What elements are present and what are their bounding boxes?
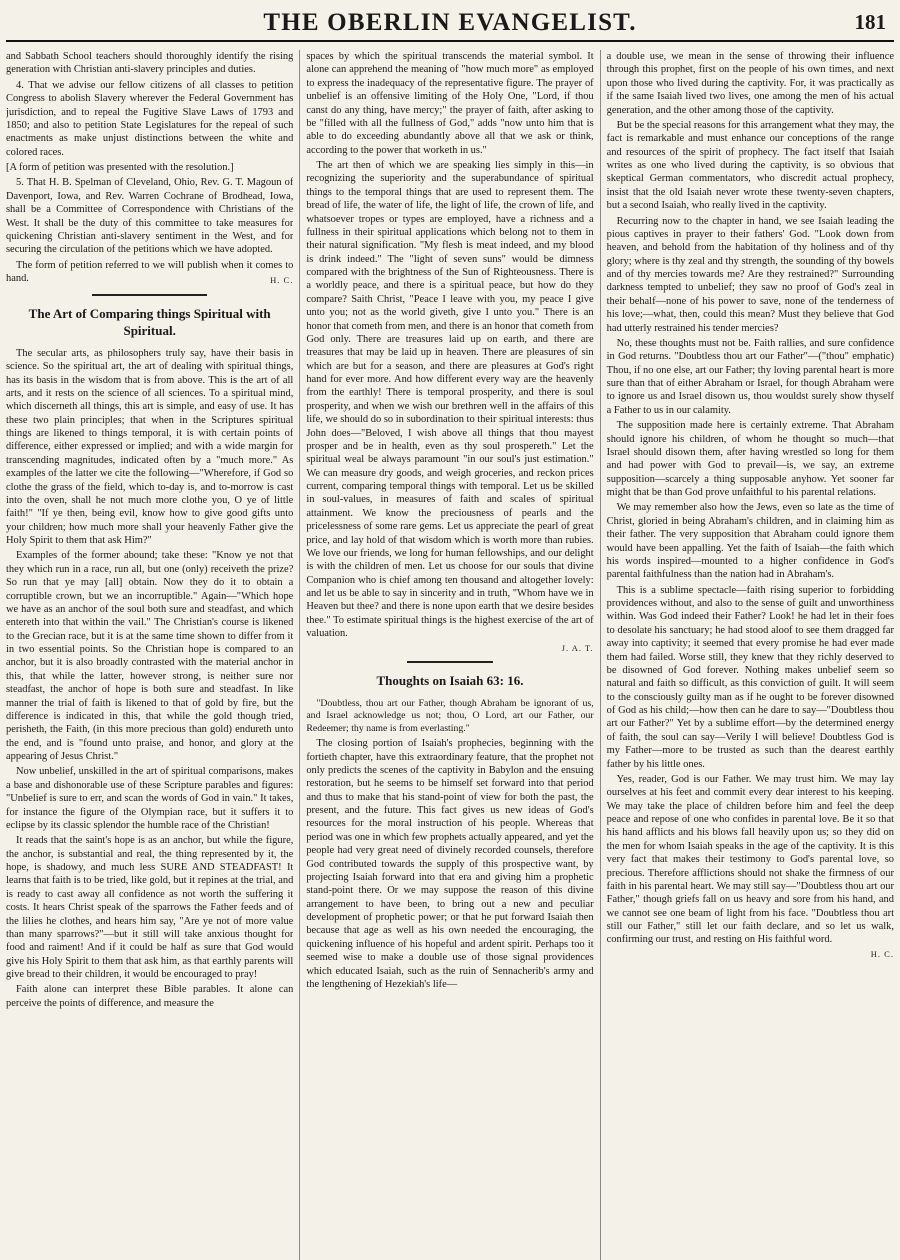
masthead (6, 0, 894, 42)
paragraph: Yes, reader, God is our Father. We may trust him. We may lay ourselves at his feet and commit every dear interest to his keeping. We may take the place of children before him and feel the deep peace and repose of one who confides in parental love. Be it so that his hand afflicts and his blows fall heavily upon us; so they did on the men for whom Isaiah speaks in the age of the captivity. It is this very fact that makes their testimony to God's parental love, so precious. Therefore afflictions should not shake the firmness of our faith in his parental heart. We may still say—"Doubtless thou art our Father," though griefs fall on us heavy and sore from his hand, and we cannot see one beam of light from his face. "Doubtless thou art still our Father," still let our faith declare, and so let us walk, confirming our trust, and resting on His faithful word. (606, 773, 894, 946)
paragraph: 4. That we advise our fellow citizens of all classes to petition Congress to abolish Slavery wherever the Federal Government has jurisdiction, and to repeal the Fugitive Slave Laws of 1793 and 1850; and also to petition State Legislatures for the repeal of such enactments as make unjust distinctions between the white and colored races. (6, 79, 294, 158)
paragraph: We may remember also how the Jews, even so late as the time of Christ, gloried in being Abraham's children, and in claiming him as their father. The very supposition that Abraham could ignore them would have been appalling. Yet the faith of Isaiah—the faith which his words inspired—mounted to a higher confidence in God's parental faithfulness than the nation had in Abraham's. (606, 502, 894, 581)
paragraph: The closing portion of Isaiah's prophecies, beginning with the fortieth chapter, have this extraordinary feature, that the prophet not only predicts the scenes of the captivity in Babylon and the ensuing restoration, but he seems to be himself set forward into that period and thus to make that his stand-point of view for both the past, the present, and the future. This fact gives us new ideas of God's resources for the moral instruction of his people. Whereas that period was one in which few prophets actually appeared, and yet the people had very great need of divinely recorded counsels, therefore God contributed towards the supply of this prospective want, by projecting Isaiah forward into that era and giving him a prophetic stand-point there. Or we may suppose the reason of this divine arrangement to have been, to bring out a new and peculiar development of prophetic power; or that he put forward Isaiah then because that age as well as his own needed the encouraging, the quickening influence of his hopeful and ardent spirit. Perhaps too it seemed wise to make a double use of those signal providences which educated Isaiah, such as the ruin of Sennacherib's army and the lengthening of Hezekiah's life— (306, 738, 594, 990)
section-divider (407, 661, 493, 663)
article-heading: Thoughts on Isaiah 63: 16. (376, 673, 524, 689)
paragraph: 5. That H. B. Spelman of Cleveland, Ohio, Rev. G. T. Magoun of Davenport, Iowa, and Rev. Warren Cochrane of Brodhead, Iowa, shall be a Committee of Correspondence with Christians of the West. It shall be the duty of this committee to take measures for quickening Christian anti-slavery sentiment in the West, and for securing the circulation of the petitions which we have adopted. (6, 177, 294, 256)
signature: H. C. (870, 948, 894, 959)
paragraph: It reads that the saint's hope is as an anchor, but while the figure, the anchor, is substantial and real, the thing represented by it, the hope, is shadowy, and much less SURE AND STEADFAST! It learns that faith is to be tried, like gold, but it repines at the trial, and is ready to cast away all confidence as not worth the suffering it costs. It hears Christ speak of the sparrows the Father feeds and of the lilies he clothes, and hears him say, "Are ye not of more value than many sparrows?"—but it still will take anxious thought for food and raiment! And if it could be half as sure that God would give his Holy Spirit to them that ask him, as that earthly parents will give bread to their children, it would be encouraged to pray! (6, 835, 294, 980)
paragraph: spaces by which the spiritual transcends the material symbol. It alone can apprehend the meaning of "how much more" as employed to express the inadequacy of the representative figure. The prayer of unbelief is an offensive limiting of the Holy One, "Lord, if thou canst do any thing, have mercy;" the prayer of faith, after asking to be "filled with all the fullness of God," adds "now unto him that is able to do exceeding abundantly above all that we ask or think, according to the power that worketh in us." (306, 51, 594, 156)
publication-title: THE OBERLIN EVANGELIST. (263, 9, 637, 36)
paragraph: a double use, we mean in the sense of throwing their influence through this prophet, first on the people of his own times, and next upon those who lived during the captivity. For, it was practically as if the same Isaiah lived two lives, one among the men of his actual generation, and the other among those of the captivity. (606, 51, 894, 116)
section-divider (92, 294, 207, 296)
paragraph: The art then of which we are speaking lies simply in this—in recognizing the superiority and the superabundance of spiritual things to the temporal things that are used to represent them. The bread of life, the water of life, the light of life, the crown of life, and whatsoever tropes or types are employed, have a richness and a fullness in their spiritual applications which belong not to them in their natural signification. "My flesh is meat indeed, and my blood is drink indeed." The "light of seven suns" would be dimness compared with the brightness of the Sun of Righteousness. There is a worldly peace, and there is a spiritual peace, but how do they compare? Saith Christ, "Peace I leave with you, my peace I give unto you; not as the world giveth, give I unto you." There is an honor that cometh from men, and there is an honor that cometh from God only. There are treasures laid up on earth, and there are treasures that may be laid up in heaven. There are pleasures of sin which are but for a season, and there are pleasures at God's right hand for ever more. And how different every way are the heavenly from the earthly! There is temporal prosperity, and there is soul prosperity, and when we wish our brethren well in the affairs of this life, we should do so in subordination to their spiritual interests: thus John does—"Beloved, I wish above all things that thou mayest prosper and be in health, even as thy soul prospereth." Let the spiritual weal be always paramount "in our soul's just estimation." We can measure dry goods, and weigh groceries, and reckon prices current, comparing temporal things with temporal. Let us be skilled in soul-values, in measures of faith and scales of spiritual attainment. We know the preciousness of pearls and the pricelessness of some rare gems. Let us appreciate the pearl of great price, and lay hold of that wisdom which is worth more than rubies. We love our friends, we long for human fellowships, and our delight is with the children of men. Let us choose for our souls that divine Companion who is chief among ten thousand and altogether lovely: and let us be able to say in sincerity and in truth, "Whom have we in Heaven but thee? and there is none upon earth that we desire besides thee." To estimate spiritual things is the highest exercise of the art of valuation. (306, 160, 594, 640)
article-heading: The Art of Comparing things Spiritual with Spiritual. (28, 306, 271, 338)
paragraph: The form of petition referred to we will publish when it comes to hand. (6, 259, 294, 284)
paragraph: But be the special reasons for this arrangement what they may, the fact is remarkable and must enhance our conceptions of the range and resources of the spirit of prophecy. The fact itself that Isaiah writes as one who lived during the captivity, is so obvious that skeptical German commentators, who discredit actual prophecy, insist that the old Isaiah never wrote these twenty-seven chapters, but a second Isaiah, who really lived in the captivity. (606, 119, 894, 212)
column-container (6, 50, 894, 1260)
paragraph: This is a sublime spectacle—faith rising superior to forbidding providences without, and also to the sense of guilt and unworthiness within. Was God indeed their Father? Look! he had let in their foes to desolate his sanctuary; he had stood aloof to see them dragged far away into captivity; it seemed that every promise he had ever made them had failed. Worse still, they knew that they richly deserved to be disowned of God forever. Nothing makes unbelief seem so natural and faith so difficult, as this conviction of guilt. It will seem to the consciously guilty man as if he ought to be forever disowned of God as his child;—how then can he dare to say—"Doubtless thou art our Father?" Yet by a sublime effort—by the determined energy of faith, the soul can say—Verily I will believe! Doubtless God is my Father—more to be trusted as such than the dearest earthly father by his little ones. (606, 584, 894, 770)
bracket-note: [A form of petition was presented with the resolution.] (6, 162, 234, 173)
paragraph: The secular arts, as philosophers truly say, have their basis in science. So the spiritual art, the art of dealing with spiritual things, has its basis in the wisdom that is from above. This is the art of all arts, and it rests on the science of all sciences. To a spiritual mind, which discerneth all things, this art is simple, and easy of use. It has these two plain principles; that when in the Scriptures spiritual things are likened to things temporal, it is with certain points of difference, either expressed or implied; and with a wide margin for transcending magnitudes, indicated often by a "much more." As examples of the latter we cite the following—"Wherefore, if God so clothe the grass of the field, which to-day is, and to-morrow is cast into the oven, shall he not much more clothe you, O ye of little faith!" "If ye then, being evil, know how to give good gifts unto your children; how much more shall your heavenly Father give the Holy Spirit to them that ask Him?" (6, 347, 294, 546)
epigraph: "Doubtless, thou art our Father, though Abraham be ignorant of us, and Israel acknowledge us not; thou, O Lord, art our Father, our Redeemer; thy name is from everlasting." (306, 697, 594, 734)
column-2 (299, 50, 593, 1260)
signature: H. C. (270, 275, 294, 286)
column-1 (6, 50, 293, 1260)
column-3 (600, 50, 894, 1260)
paragraph: Recurring now to the chapter in hand, we see Isaiah leading the pious captives in prayer to their fathers' God. "Look down from heaven, and behold from the habitation of thy holiness and of thy glory; where is thy zeal and thy strength, the sounding of thy bowels and of thy mercies towards me? Are they restrained?" Surrounding darkness tempted to unbelief; they saw no proof of God's zeal in their behalf—none of his power to save, none of the tenderness of his love;—what, then, could this mean? Must they believe that God had utterly restrained his tender mercies? (606, 215, 894, 334)
page-number: 181 (854, 10, 886, 34)
paragraph: Faith alone can interpret these Bible parables. It alone can perceive the points of difference, and measure the (6, 984, 294, 1009)
paragraph: and Sabbath School teachers should thoroughly identify the rising generation with Christian anti-slavery principles and duties. (6, 51, 294, 76)
paragraph: The supposition made here is certainly extreme. That Abraham should ignore his children, of whom he thought so much—that Israel should disown them, after having wrestled so long for them and had power with God to prevail—is, we say, an extreme supposition—scarcely a thing supposable anyhow. Yet sooner far might that be than God prove unfaithful to his parental relations. (606, 420, 894, 498)
paragraph: Now unbelief, unskilled in the art of spiritual comparisons, makes a base and dishonorable use of these Scripture parables and figures: "Unbelief is sure to err, and scan the words of God in vain." It takes, for instance the figure of the Olympian race, but it suffers it to eclipse by its classic splendor the humble race of the Christian! (6, 766, 294, 831)
paragraph: Examples of the former abound; take these: "Know ye not that they which run in a race, run all, but one (only) receiveth the prize? So run that ye may [all] obtain. Now they do it to obtain a corruptible crown, but we an incorruptible." Again—"Which hope we have as an anchor of the soul both sure and steadfast, and which entereth into that within the vail." The Christian's course is likened to the Grecian race, but it is at the same time shown to differ from it in two essential points. So the Christian hope is compared to an anchor, but it is also broadly contrasted with the material anchor in this, that while the latter, however strong, is neither sure nor steadfast, the anchor of hope is both sure and steadfast. In like manner the trial of faith is likened to that of gold by fire, but the difference is indicated in this, that while the gold though tried, perisheth, the Faith, (in this more precious than gold) endureth unto the end, and is "found unto praise, and honor, and glory at the appearing of Jesus Christ." (6, 550, 294, 762)
paragraph: No, these thoughts must not be. Faith rallies, and sure confidence in God returns. "Doubtless thou art our Father"—("thou" emphatic) Thou, if no one else, art our Father; thy loving parental heart is more sure than that of either Abraham or Israel, for though Abraham were to ignore us and Israel disown us, thou wouldst surely show thyself a Father to us in our calamity. (606, 337, 894, 416)
signature: J. A. T. (561, 642, 594, 653)
